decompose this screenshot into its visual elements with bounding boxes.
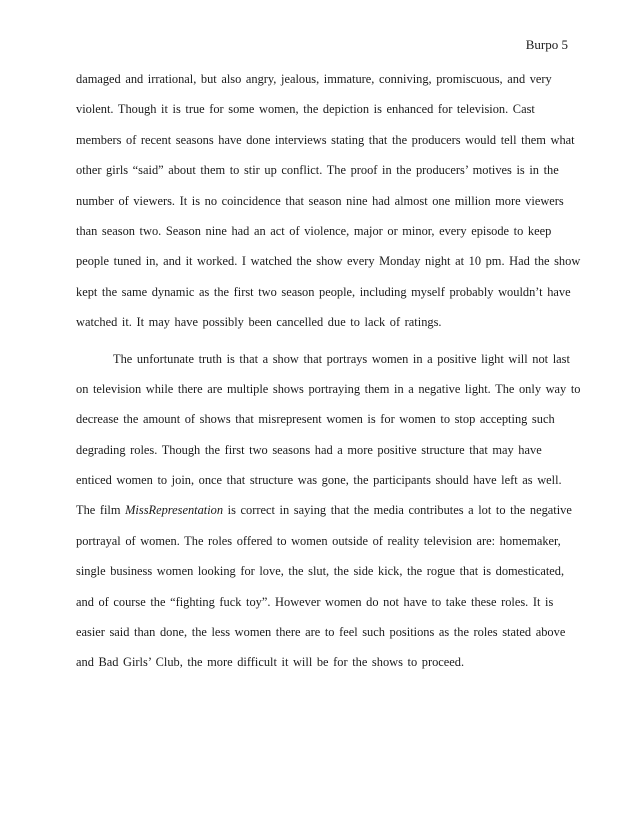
text-line: and Bad Girls’ Club, the more difficult it will be for the shows to proceed. [76, 655, 465, 670]
text-line: easier said than done, the less women there are to feel such positions as the roles stated above [76, 625, 566, 640]
paragraph-2 [76, 351, 581, 685]
text-line: single business women looking for love, the slut, the side kick, the rogue that is domesticated, [76, 564, 565, 579]
text-line: watched it. It may have possibly been cancelled due to lack of ratings. [76, 315, 442, 330]
text-line: other girls “said” about them to stir up conflict. The proof in the producers’ motives is in the [76, 163, 559, 178]
text-line: on television while there are multiple shows portraying them in a negative light. The only way to [76, 381, 581, 396]
film-line-after: is correct in saying that the media contributes a lot to the negative [223, 503, 572, 518]
film-line-before: The film [76, 503, 126, 518]
text-line: enticed women to join, once that structure was gone, the participants should have left as well. [76, 473, 562, 488]
text-line: The unfortunate truth is that a show that portrays women in a positive light will not last [113, 351, 570, 366]
text-line: portrayal of women. The roles offered to women outside of reality television are: homemaker, [76, 533, 561, 548]
text-line: kept the same dynamic as the first two season people, including myself probably wouldn’t have [76, 284, 571, 299]
film-title-line [76, 502, 572, 532]
text-line: members of recent seasons have done interviews stating that the producers would tell them what [76, 132, 575, 147]
text-line: and of course the “fighting fuck toy”. However women do not have to take these roles. It is [76, 594, 554, 609]
text-line: than season two. Season nine had an act of violence, major or minor, every episode to keep [76, 223, 552, 238]
document-body [76, 71, 581, 685]
text-line: damaged and irrational, but also angry, jealous, immature, conniving, promiscuous, and very [76, 72, 552, 86]
text-line: degrading roles. Though the first two seasons had a more positive structure that may have [76, 442, 542, 457]
text-line: violent. Though it is true for some women, the depiction is enhanced for television. Cast [76, 102, 535, 117]
text-line: people tuned in, and it worked. I watched the show every Monday night at 10 pm. Had the show [76, 254, 581, 269]
text-line: number of viewers. It is no coincidence that season nine had almost one million more viewers [76, 193, 564, 208]
text-line: decrease the amount of shows that misrepresent women is for women to stop accepting such [76, 412, 555, 427]
paragraph-1 [76, 71, 581, 345]
page-header [526, 37, 568, 53]
page-number-label: Burpo 5 [525, 37, 568, 52]
film-title: MissRepresentation [125, 503, 224, 518]
